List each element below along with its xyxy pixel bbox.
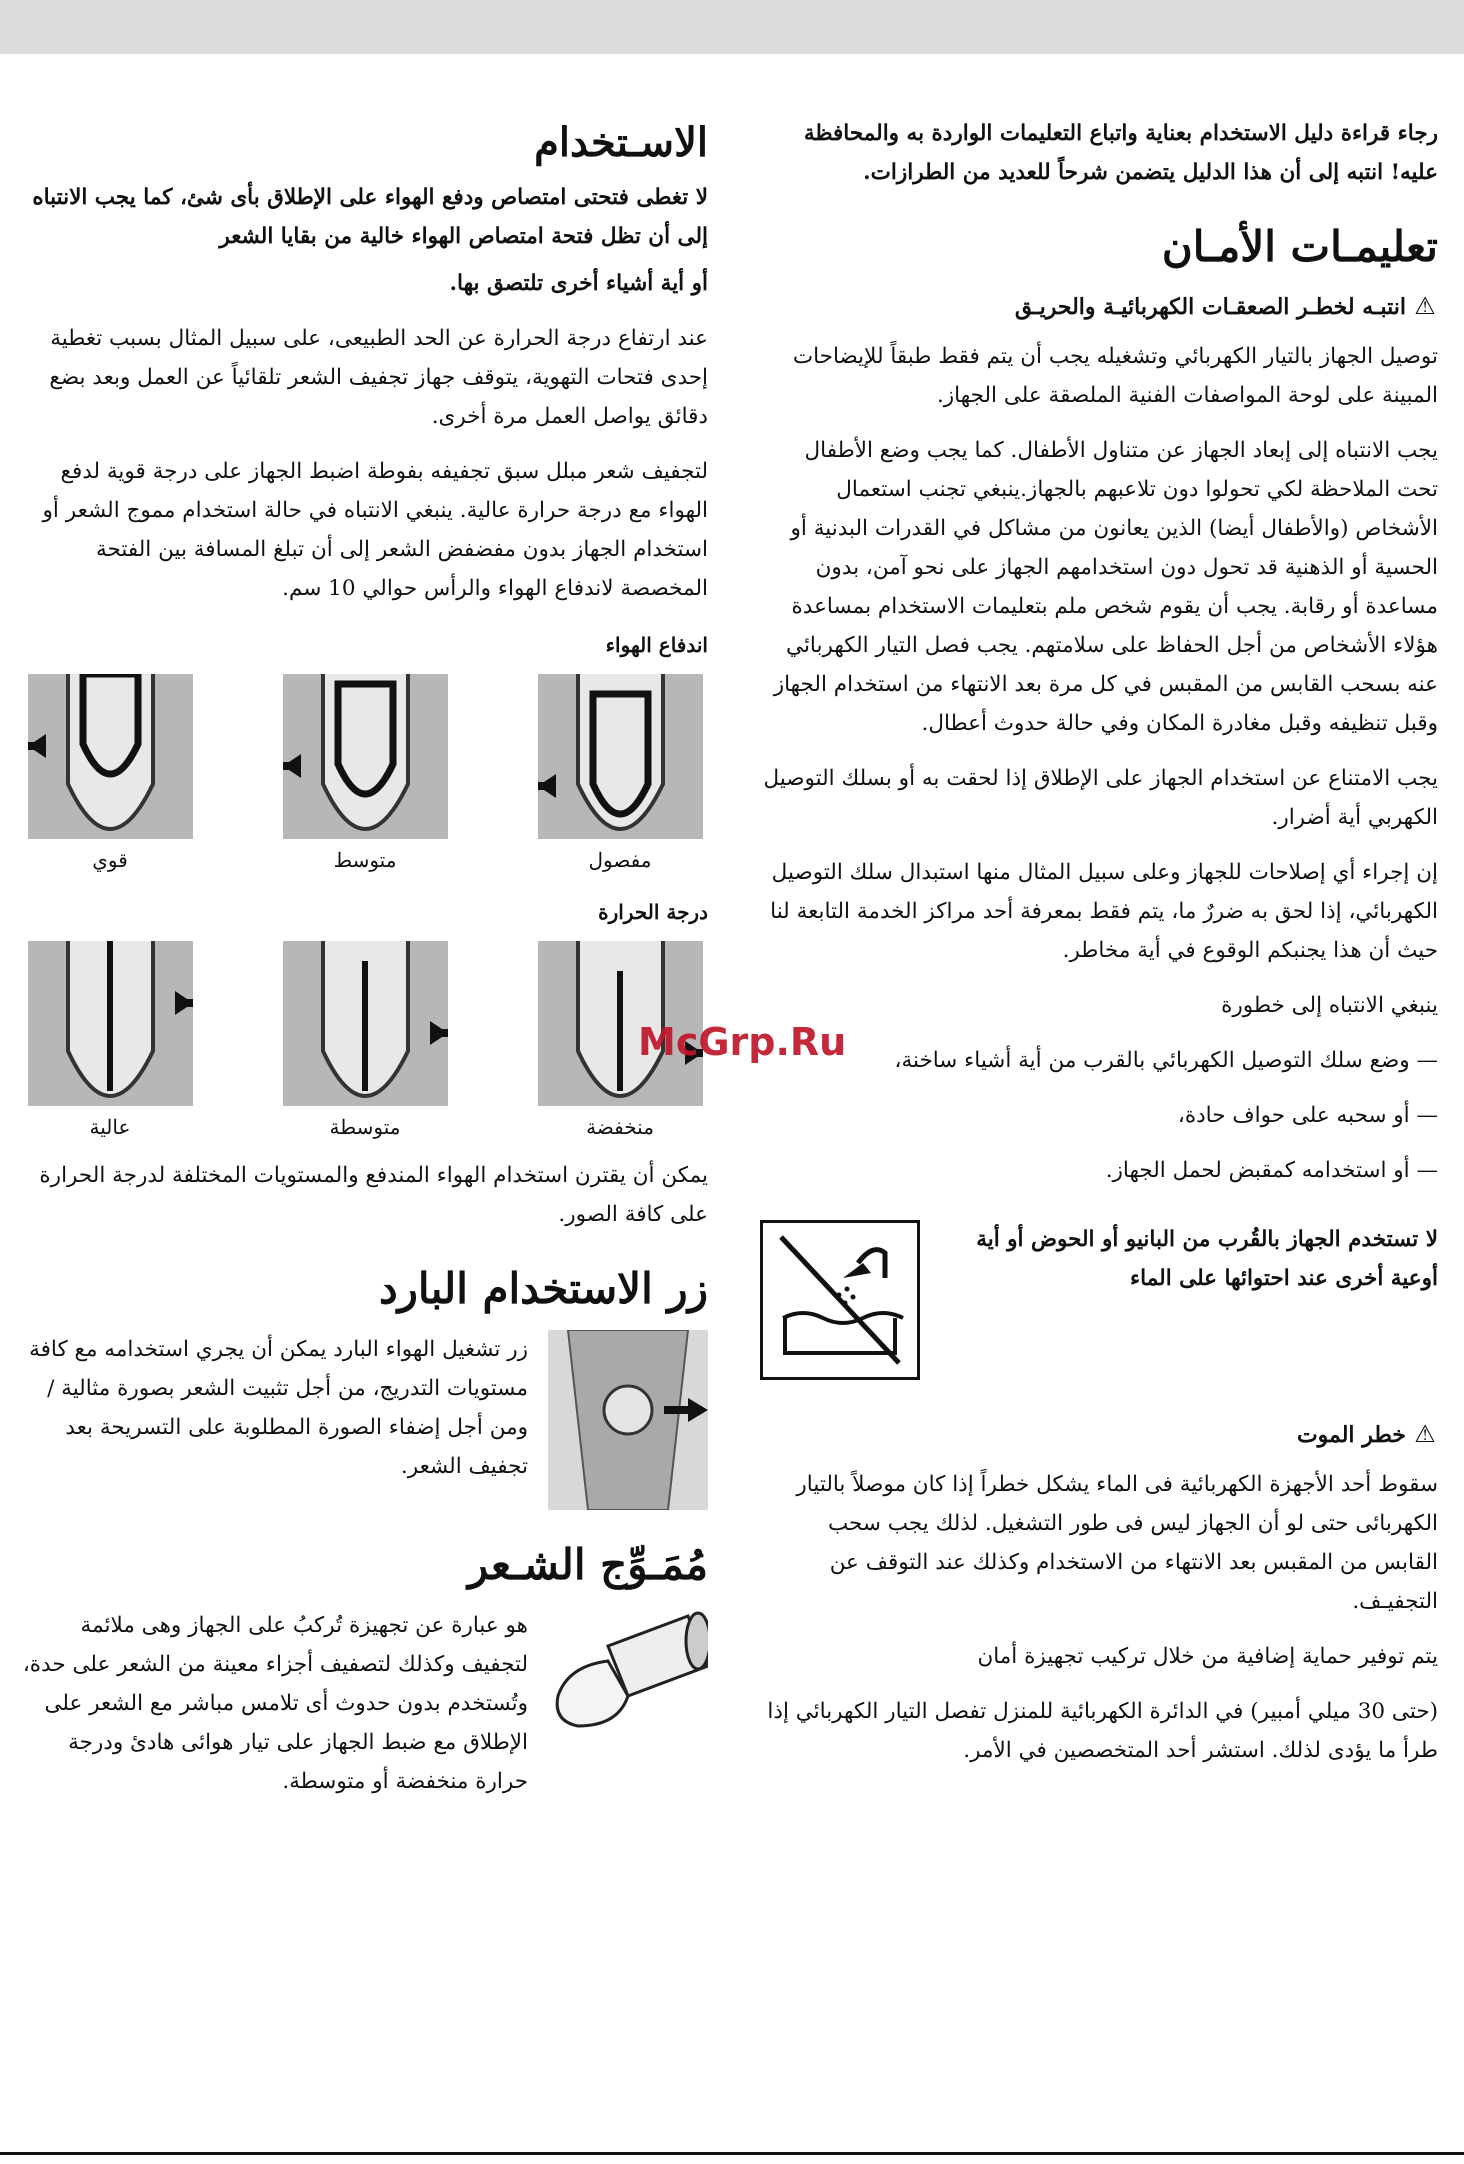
airflow-photos: [22, 674, 708, 875]
paragraph-damage: يجب الامتناع عن استخدام الجهاز على الإطلاق إذا لحقت به أو بسلك التوصيل الكهربي أية أضرار.: [763, 766, 1438, 830]
bottom-rule: [0, 2152, 1464, 2155]
list-item: — أو سحبه على حواف حادة،: [760, 1096, 1438, 1135]
airflow-off: [532, 674, 708, 875]
caption: منخفضة: [586, 1115, 654, 1139]
right-column: [760, 114, 1438, 1786]
paragraph-protection: يتم توفير حماية إضافية من خلال تركيب تجهيزة أمان: [977, 1644, 1438, 1669]
usage-warning: لا تغطى فتحتى امتصاص ودفع الهواء على الإطلاق بأى شئ، كما يجب الانتباه إلى أن تظل فتحة امتصاص الهواء خالية من بقايا الشعر: [32, 185, 708, 249]
caption: عالية: [89, 1115, 131, 1139]
caption: قوي: [92, 848, 128, 872]
dryer-switch-image: [283, 674, 448, 839]
caption: متوسطة: [329, 1115, 401, 1139]
list-item: — وضع سلك التوصيل الكهربائي بالقرب من أية أشياء ساخنة،: [760, 1041, 1438, 1080]
no-bath-icon: [760, 1220, 920, 1380]
dryer-switch-image: [28, 674, 193, 839]
dryer-switch-image: [283, 941, 448, 1106]
diffuser-section: [22, 1606, 708, 1817]
dryer-switch-image: [28, 941, 193, 1106]
cold-shot-title: زر الاستخدام البارد: [378, 1264, 708, 1313]
bath-notice: [760, 1220, 1438, 1380]
usage-title: الاسـتخدام: [534, 119, 708, 166]
heat-high: [22, 941, 198, 1142]
paragraph-children: يجب الانتباه إلى إبعاد الجهاز عن متناول الأطفال. كما يجب وضع الأطفال تحت الملاحظة لكي تحولوا دون تلاعبهم بالجهاز.ينبغي تجنب استعمال الأشخاص (والأطفال أيضا) الذين يعانون من مشاكل في القدرات البدنية أو الحسية أو الذهنية قد تحول دون استخدامهم الجهاز على نحو آمن، بدون مساعدة أو رقابة. يجب أن يقوم شخص ملم بتعليمات الاستخدام بمساعدة هؤلاء الأشخاص من أجل الحفاظ على سلامتهم. يجب فصل التيار الكهربائي عنه بسحب القابس من المقبس في كل مرة بعد الانتهاء من استخدام الجهاز وقبل تنظيفه وقبل مغادرة المكان وفي حالة حدوث أعطال.: [773, 438, 1438, 736]
dryer-switch-image: [538, 674, 703, 839]
intro-paragraph: رجاء قراءة دليل الاستخدام بعناية واتباع التعليمات الواردة به والمحافظة عليه! انتبه إلى أن هذا الدليل يتضمن شرحاً للعديد من الطرازات.: [803, 121, 1438, 185]
paragraph-repairs: إن إجراء أي إصلاحات للجهاز وعلى سبيل المثال منها استبدال سلك التوصيل الكهربائي، إذا لحق به ضررٌ ما، يتم فقط بمعرفة أحد مراكز الخدمة التابعة لنا حيث أن هذا يجنبكم الوقوع في أية مخاطر.: [770, 860, 1438, 963]
safety-title: تعليمـات الأمـان: [1161, 222, 1438, 271]
paragraph-danger: ينبغي الانتباه إلى خطورة: [1221, 993, 1438, 1018]
caption: مفصول: [588, 848, 652, 872]
paragraph-rcd: (حتى 30 ميلي أمبير) في الدائرة الكهربائية للمنزل تفصل التيار الكهربائي إذا طرأ ما يؤدى لذلك. استشر أحد المتخصصين في الأمر.: [767, 1699, 1438, 1763]
danger-list: [760, 1041, 1438, 1190]
warning-triangle-icon: ⚠: [1414, 1420, 1436, 1448]
left-column: [22, 114, 708, 1817]
heat-photos: [22, 941, 708, 1142]
death-warning: ⚠خطر الموت: [760, 1416, 1438, 1453]
list-item: — أو استخدامه كمقبض لحمل الجهاز.: [760, 1151, 1438, 1190]
usage-warning-2: أو أية أشياء أخرى تلتصق بها.: [449, 271, 708, 296]
electric-warning: ⚠انتبـه لخطـر الصعقـات الكهربائيـة والحريـق: [760, 288, 1438, 325]
cold-shot-text: زر تشغيل الهواء البارد يمكن أن يجري استخدامه مع كافة مستويات التدريج، من أجل تثبيت الشعر بصورة مثالية / ومن أجل إضفاء الصورة المطلوبة على التسريحة بعد تجفيف الشعر.: [29, 1337, 528, 1479]
paragraph-drying: لتجفيف شعر مبلل سبق تجفيفه بفوطة اضبط الجهاز على درجة قوية لدفع الهواء مع درجة حرارة عالية. ينبغي الانتباه في حالة استخدام مموج الشعر أو استخدام الجهاز بدون مفضفض الشعر إلى أن تبلغ المسافة بين الفتحة المخصصة لاندفاع الهواء والرأس حوالي 10 سم.: [42, 459, 708, 601]
top-gray-band: [0, 0, 1464, 54]
warning-triangle-icon: ⚠: [1414, 292, 1436, 320]
concentrator-image: [548, 1606, 708, 1756]
airflow-strong: [22, 674, 198, 875]
cold-shot-section: [22, 1330, 708, 1510]
airflow-medium: [277, 674, 453, 875]
cold-button-image: [548, 1330, 708, 1510]
watermark: McGrp.Ru: [638, 1020, 847, 1064]
diffuser-text: هو عبارة عن تجهيزة تُركبُ على الجهاز وهى ملائمة لتجفيف وكذلك لتصفيف أجزاء معينة من الشعر على حدة، وتُستخدم بدون حدوث أى تلامس مباشر مع الشعر على الإطلاق مع ضبط الجهاز على تيار هوائى هادئ ودرجة حرارة منخفضة أو متوسطة.: [22, 1613, 528, 1794]
paragraph-water: سقوط أحد الأجهزة الكهربائية فى الماء يشكل خطراً إذا كان موصلاً بالتيار الكهربائى حتى لو أن الجهاز ليس فى طور التشغيل. لذلك يجب سحب القابس من المقبس بعد الانتهاء من الاستخدام وكذلك عند التوقف عن التجفيـف.: [796, 1472, 1438, 1614]
airflow-title: اندفاع الهواء: [605, 633, 708, 657]
paragraph-connection: توصيل الجهاز بالتيار الكهربائي وتشغيله يجب أن يتم فقط طبقاً للإيضاحات المبينة على لوحة المواصفات الفنية الملصقة على الجهاز.: [792, 344, 1438, 408]
bath-notice-text: لا تستخدم الجهاز بالقُرب من البانيو أو الحوض أو أية أوعية أخرى عند احتوائها على الماء: [976, 1227, 1438, 1291]
paragraph-combination: يمكن أن يقترن استخدام الهواء المندفع والمستويات المختلفة لدرجة الحرارة على كافة الصور.: [39, 1163, 708, 1227]
paragraph-overheat: عند ارتفاع درجة الحرارة عن الحد الطبيعى، على سبيل المثال بسبب تغطية إحدى فتحات التهوية، يتوقف جهاز تجفيف الشعر تلقائياً عن العمل وبعد بضع دقائق يواصل العمل مرة أخرى.: [49, 326, 708, 429]
heat-title: درجة الحرارة: [598, 900, 708, 924]
caption: متوسط: [333, 848, 397, 872]
heat-medium: [277, 941, 453, 1142]
diffuser-title: مُمَـوِّج الشـعر: [467, 1540, 708, 1589]
